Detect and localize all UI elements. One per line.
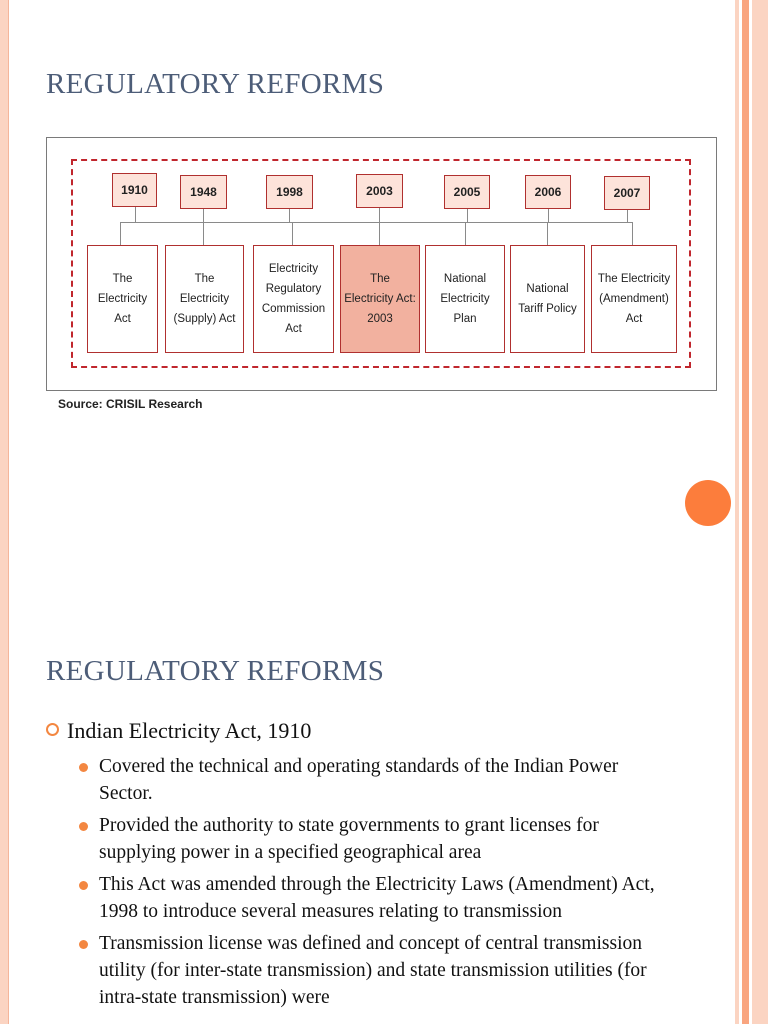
timeline-diagram <box>46 137 717 391</box>
year-box: 2007 <box>604 176 650 210</box>
act-box: Electricity Regulatory Commission Act <box>253 245 334 353</box>
act-box-highlighted: The Electricity Act: 2003 <box>340 245 420 353</box>
year-box: 1910 <box>112 173 157 207</box>
act-box: The Electricity (Supply) Act <box>165 245 244 353</box>
connector-line <box>120 222 121 245</box>
main-bullet-text: Indian Electricity Act, 1910 <box>67 718 312 743</box>
slide-1-title: REGULATORY REFORMS <box>46 68 385 100</box>
list-item <box>78 812 658 866</box>
year-box: 1998 <box>266 175 313 209</box>
connector-line <box>292 222 293 245</box>
list-item <box>78 753 658 807</box>
source-caption: Source: CRISIL Research <box>58 397 203 411</box>
right-border-stripe <box>735 0 739 1024</box>
act-box: National Tariff Policy <box>510 245 585 353</box>
connector-line <box>203 222 204 245</box>
year-box: 1948 <box>180 175 227 209</box>
connector-line <box>120 222 632 223</box>
year-box: 2003 <box>356 174 403 208</box>
year-box: 2006 <box>525 175 571 209</box>
connector-line <box>547 222 548 245</box>
connector-line <box>379 208 380 222</box>
main-bullet <box>46 718 311 744</box>
list-item-text: Transmission license was defined and concept of central transmission utility (for inter-state transmission) and state transmission utilities (for intra-state transmission) were <box>99 933 647 1008</box>
list-item-text: Covered the technical and operating standards of the Indian Power Sector. <box>99 756 619 804</box>
connector-line <box>467 209 468 222</box>
dot-bullet-icon <box>79 763 88 772</box>
right-border-stripe <box>742 0 749 1024</box>
left-page-border <box>0 0 8 1024</box>
connector-line <box>632 222 633 245</box>
connector-line <box>465 222 466 245</box>
sub-bullet-list <box>78 753 658 1016</box>
orange-circle-icon <box>685 480 731 526</box>
act-box: National Electricity Plan <box>425 245 505 353</box>
list-item <box>78 871 658 925</box>
connector-line <box>548 209 549 222</box>
act-box: The Electricity (Amendment) Act <box>591 245 677 353</box>
right-border-stripe <box>752 0 768 1024</box>
connector-line <box>379 222 380 245</box>
dot-bullet-icon <box>79 881 88 890</box>
act-box: The Electricity Act <box>87 245 158 353</box>
ring-bullet-icon <box>46 723 59 736</box>
connector-line <box>627 210 628 222</box>
connector-line <box>135 207 136 222</box>
dot-bullet-icon <box>79 822 88 831</box>
list-item-text: This Act was amended through the Electricity Laws (Amendment) Act, 1998 to introduce several measures relating to transmission <box>99 874 655 922</box>
list-item <box>78 930 658 1011</box>
connector-line <box>289 209 290 222</box>
connector-line <box>203 209 204 222</box>
dot-bullet-icon <box>79 940 88 949</box>
list-item-text: Provided the authority to state governments to grant licenses for supplying power in a specified geographical area <box>99 815 599 863</box>
year-box: 2005 <box>444 175 490 209</box>
slide-2-title: REGULATORY REFORMS <box>46 655 385 687</box>
